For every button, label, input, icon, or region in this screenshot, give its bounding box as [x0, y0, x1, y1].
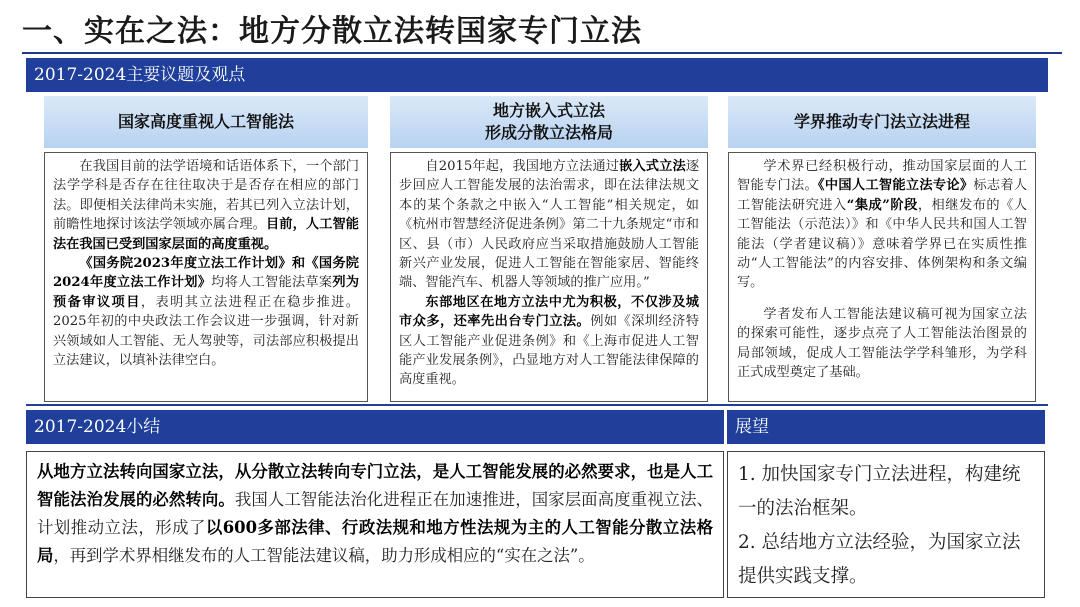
- bold-text-run: 目前，人工智能法在我国已受到国家层面的高度重视。: [53, 217, 359, 252]
- bold-text-run: 嵌入式立法: [619, 159, 686, 174]
- outlook-item: 1. 加快国家专门立法进程，构建统一的法治框架。: [738, 464, 1021, 519]
- text-run: 在我国目前的法学语境和话语体系下，一个部门法学学科是否存在往往取决于是否存在相应的部门法。即便相关法律尚未实施，若其已列入立法计划，前瞻性地探讨该法学领域亦属合理。: [53, 159, 359, 233]
- bold-text-run: 从地方立法转向国家立法，从分散立法转向专门立法，是人工智能发展的必然要求，也是人工智能法治发展的必然转向。: [37, 462, 713, 509]
- column-heading-line1: 国家高度重视人工智能法: [117, 112, 294, 131]
- paragraph: [53, 157, 359, 254]
- text-run: 逐步回应人工智能发展的法治需求，即在法律法规文本的某个条款之中嵌入“人工智能”相关规定，如《杭州市智慧经济促进条例》第二十九条规定“市和区、县（市）人民政府应当采取措施鼓励人工智能新兴产业发展，促进人工智能在智能家居、智能终端、智能汽车、机器人等领域的推广应用。”: [399, 159, 700, 291]
- column-body-national: [44, 152, 368, 402]
- bold-text-run: 列为预备审议项目: [53, 275, 360, 310]
- column-heading-local: [390, 96, 708, 148]
- column-body-local: [390, 152, 708, 402]
- column-heading-line1: 学界推动专门法立法进程: [793, 112, 970, 131]
- text-run: 学术界已经积极行动，推动国家层面的人工智能专门法。: [737, 159, 1027, 194]
- text-run: 均将人工智能法草案: [211, 275, 333, 291]
- bold-text-run: 《中国人工智能立法专论》: [817, 178, 974, 194]
- paragraph: [399, 157, 699, 293]
- paragraph: [737, 305, 1027, 383]
- text-run: 标志着人工智能法研究进入: [737, 178, 1028, 213]
- page-title: 一、实在之法：地方分散立法转国家专门立法: [22, 14, 642, 49]
- paragraph: [53, 254, 359, 370]
- bold-text-run: 以600多部法律、行政法规和地方性法规为主的人工智能分散立法格局: [37, 518, 713, 565]
- section-bar-outlook: 展望: [727, 410, 1045, 444]
- text-run: 学者发布人工智能法建议稿可视为国家立法的探索可能性，逐步点亮了人工智能法治图景的局部领域，促成人工智能法学学科雏形，为学科正式成型奠定了基础。: [737, 306, 1027, 381]
- outlook-box: [727, 451, 1045, 598]
- column-heading-line1: 地方嵌入式立法: [492, 101, 605, 120]
- summary-box: [26, 451, 724, 598]
- section-bar-summary: 2017-2024小结: [26, 410, 724, 444]
- text-run: 自2015年起，我国地方立法通过: [425, 159, 620, 174]
- column-heading-line2: 形成分散立法格局: [484, 123, 613, 142]
- column-body-academia: [728, 152, 1036, 402]
- paragraph: [399, 293, 699, 390]
- section-bar-topics: 2017-2024主要议题及观点: [26, 58, 1048, 92]
- text-run: ，相继发布的《人工智能法（示范法）》和《中华人民共和国人工智能法（学者建议稿）》意味着学界已在实质性推动“人工智能法”的内容安排、体例架构和条文编写。: [737, 197, 1028, 291]
- bold-text-run: 东部地区在地方立法中尤为积极，不仅涉及城市众多，还率先出台专门立法。: [399, 294, 699, 330]
- outlook-item: 2. 总结地方立法经验，为国家立法提供实践支撑。: [738, 532, 1021, 587]
- column-heading-academia: [728, 96, 1036, 148]
- text-run: ，再到学术界相继发布的人工智能法建议稿，助力形成相应的“实在之法”。: [53, 546, 595, 565]
- text-run: 例如《深圳经济特区人工智能产业促进条例》和《上海市促进人工智能产业发展条例》，凸显地方对人工智能法律保障的高度重视。: [399, 314, 700, 388]
- paragraph: [737, 157, 1027, 293]
- column-heading-national: [44, 96, 368, 148]
- title-underline: [22, 52, 1062, 54]
- text-run: 我国人工智能法治化进程正在加速推进，国家层面高度重视立法、计划推动立法，形成了: [37, 490, 714, 537]
- section-divider: [26, 404, 1048, 406]
- bold-text-run: 《国务院2023年度立法工作计划》和《国务院2024年度立法工作计划》: [53, 256, 359, 291]
- bold-text-run: “集成”阶段: [846, 197, 918, 213]
- text-run: ，表明其立法进程正在稳步推进。2025年初的中央政法工作会议进一步强调，针对新兴领域如人工智能、无人驾驶等，司法部应积极提出立法建议，以填补法律空白。: [53, 294, 359, 369]
